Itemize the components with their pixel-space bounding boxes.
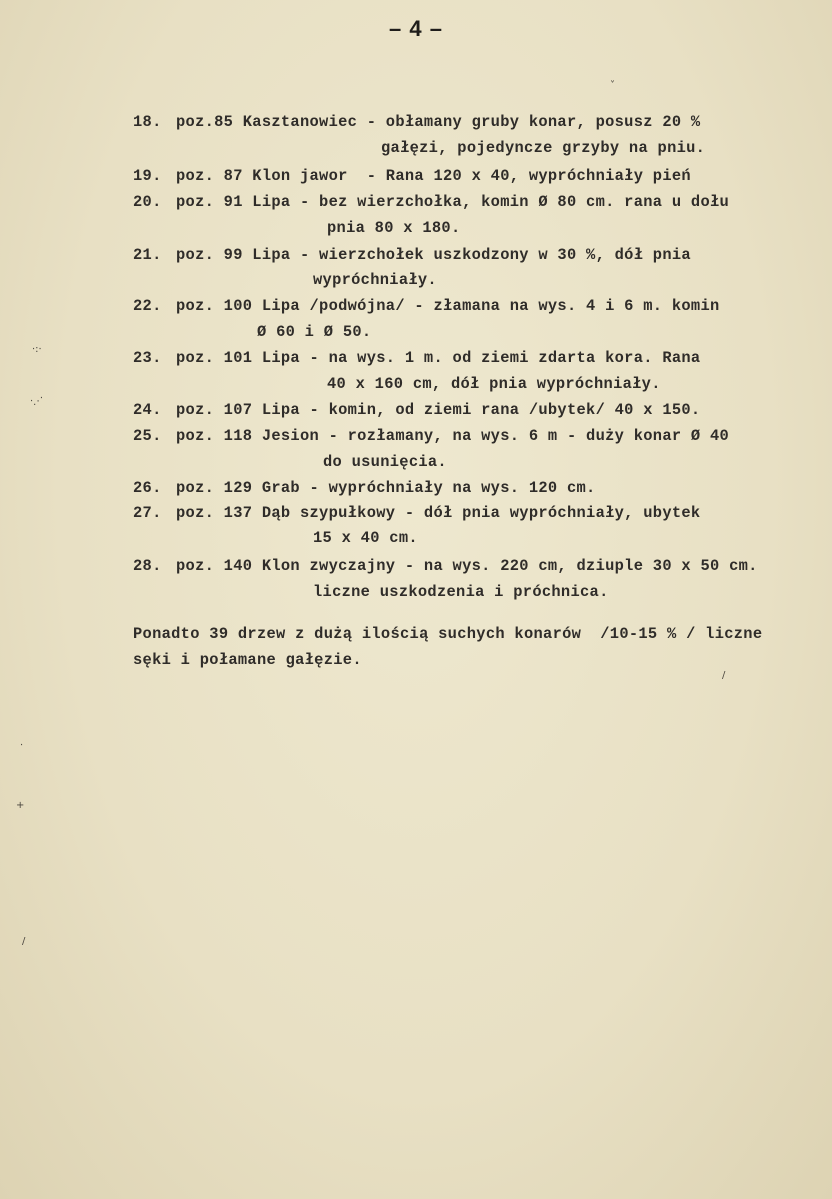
entry-continuation: gałęzi, pojedyncze grzyby na pniu. xyxy=(381,139,706,157)
entry-number: 19. xyxy=(133,167,162,185)
entry-text: poz. 87 Klon jawor - Rana 120 x 40, wypróchniały pień xyxy=(176,167,691,185)
entry-continuation: 40 x 160 cm, dół pnia wypróchniały. xyxy=(327,375,661,393)
entry-number: 22. xyxy=(133,297,162,315)
entry-number: 23. xyxy=(133,349,162,367)
entry-text: poz. 101 Lipa - na wys. 1 m. od ziemi zdarta kora. Rana xyxy=(176,349,701,367)
entry-text: poz.85 Kasztanowiec - obłamany gruby konar, posusz 20 % xyxy=(176,113,701,131)
paper-speck: / xyxy=(22,936,26,947)
entry-number: 26. xyxy=(133,479,162,497)
entry-number: 24. xyxy=(133,401,162,419)
entry-text: poz. 118 Jesion - rozłamany, na wys. 6 m - duży konar Ø 40 xyxy=(176,427,730,445)
entry-text: poz. 107 Lipa - komin, od ziemi rana /ubytek/ 40 x 150. xyxy=(176,401,701,419)
paper-speck: ˅ xyxy=(610,80,615,91)
entry-text: poz. 99 Lipa - wierzchołek uszkodzony w 30 %, dół pnia xyxy=(176,246,691,264)
page-number: – 4 – xyxy=(389,16,443,41)
entry-text: poz. 100 Lipa /podwójna/ - złamana na wys. 4 i 6 m. komin xyxy=(176,297,720,315)
summary-text: sęki i połamane gałęzie. xyxy=(133,651,362,669)
entry-number: 27. xyxy=(133,504,162,522)
entry-text: poz. 91 Lipa - bez wierzchołka, komin Ø 80 cm. rana u dołu xyxy=(176,193,730,211)
entry-number: 28. xyxy=(133,557,162,575)
paper-speck: / xyxy=(722,670,726,681)
entry-text: poz. 129 Grab - wypróchniały na wys. 120 cm. xyxy=(176,479,596,497)
entry-text: poz. 137 Dąb szypułkowy - dół pnia wypróchniały, ubytek xyxy=(176,504,701,522)
entry-number: 21. xyxy=(133,246,162,264)
entry-continuation: liczne uszkodzenia i próchnica. xyxy=(313,583,609,601)
entry-continuation: Ø 60 i Ø 50. xyxy=(257,323,372,341)
entry-number: 25. xyxy=(133,427,162,445)
paper-speck: + xyxy=(16,800,25,811)
summary-text: Ponadto 39 drzew z dużą ilością suchych konarów /10-15 % / liczne xyxy=(133,625,763,643)
entry-text: poz. 140 Klon zwyczajny - na wys. 220 cm, dziuple 30 x 50 cm. xyxy=(176,557,758,575)
paper-speck: ⋅:⋅ xyxy=(32,344,42,355)
entry-continuation: 15 x 40 cm. xyxy=(313,529,418,547)
entry-number: 20. xyxy=(133,193,162,211)
entry-continuation: do usunięcia. xyxy=(323,453,447,471)
entry-continuation: wypróchniały. xyxy=(313,271,437,289)
entry-continuation: pnia 80 x 180. xyxy=(327,219,461,237)
entry-number: 18. xyxy=(133,113,162,131)
paper-speck: ⋅⋰ xyxy=(30,396,44,407)
paper-speck: ⋅ xyxy=(20,740,24,751)
